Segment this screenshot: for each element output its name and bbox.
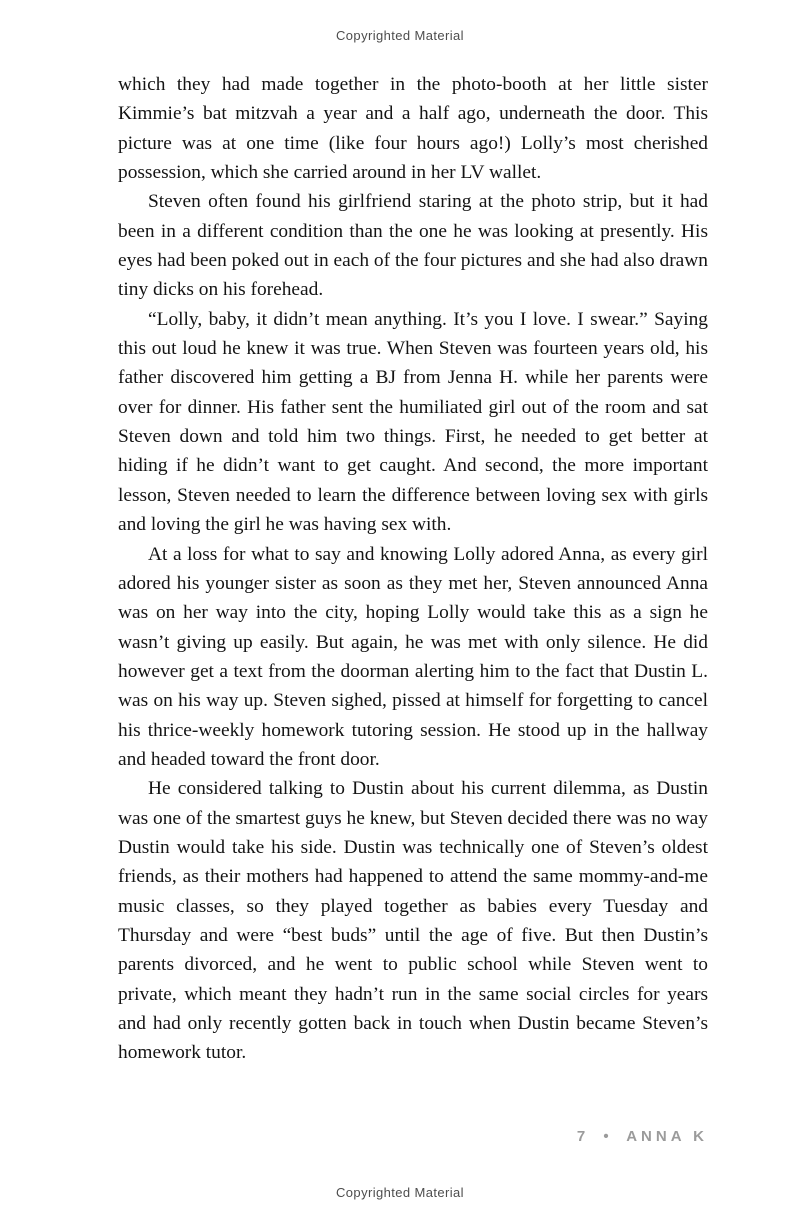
copyright-notice-top: Copyrighted Material xyxy=(336,28,464,43)
paragraph: Steven often found his girlfriend staring at the photo strip, but it had been in a different condition than the one he was looking at presently. His eyes had been poked out in each of the four pictures and she had also drawn tiny dicks on his forehead. xyxy=(118,191,708,301)
paragraph: At a loss for what to say and knowing Lolly adored Anna, as every girl adored his younger sister as soon as they met her, Steven announced Anna was on her way into the city, hoping Lolly would take this as a sign he wasn’t giving up easily. But again, he was met with only silence. He did however get a text from the doorman alerting him to the fact that Dustin L. was on his way up. Steven sighed, pissed at himself for forgetting to cancel his thrice-weekly homework tutoring session. He stood up in the hallway and headed toward the front door. xyxy=(118,543,708,770)
footer-bullet: • xyxy=(603,1128,613,1145)
page-body xyxy=(118,70,708,1068)
paragraph: which they had made together in the photo-booth at her little sister Kimmie’s bat mitzvah a year and a half ago, underneath the door. This picture was at one time (like four hours ago!) Lolly’s most cherished possession, which she carried around in her LV wallet. xyxy=(118,74,708,184)
paragraph: “Lolly, baby, it didn’t mean anything. It’s you I love. I swear.” Saying this out loud he knew it was true. When Steven was fourteen years old, his father discovered him getting a BJ from Jenna H. while her parents were over for dinner. His father sent the humiliated girl out of the room and sat Steven down and told him two things. First, he needed to get better at hiding if he didn’t want to get caught. And second, the more important lesson, Steven needed to learn the difference between loving sex with girls and loving the girl he was having sex with. xyxy=(118,308,708,536)
book-title: ANNA K xyxy=(626,1128,708,1145)
paragraph: He considered talking to Dustin about his current dilemma, as Dustin was one of the smartest guys he knew, but Steven decided there was no way Dustin would take his side. Dustin was technically one of Steven’s oldest friends, as their mothers had happened to attend the same mommy-and-me music classes, so they played together as babies every Tuesday and Thursday and were “best buds” until the age of five. But then Dustin’s parents divorced, and he went to public school while Steven went to private, which meant they hadn’t run in the same social circles for years and had only recently gotten back in touch when Dustin became Steven’s homework tutor. xyxy=(118,778,708,1064)
page-footer xyxy=(577,1128,708,1145)
page-number: 7 xyxy=(576,1128,590,1145)
copyright-notice-bottom: Copyrighted Material xyxy=(336,1185,464,1200)
